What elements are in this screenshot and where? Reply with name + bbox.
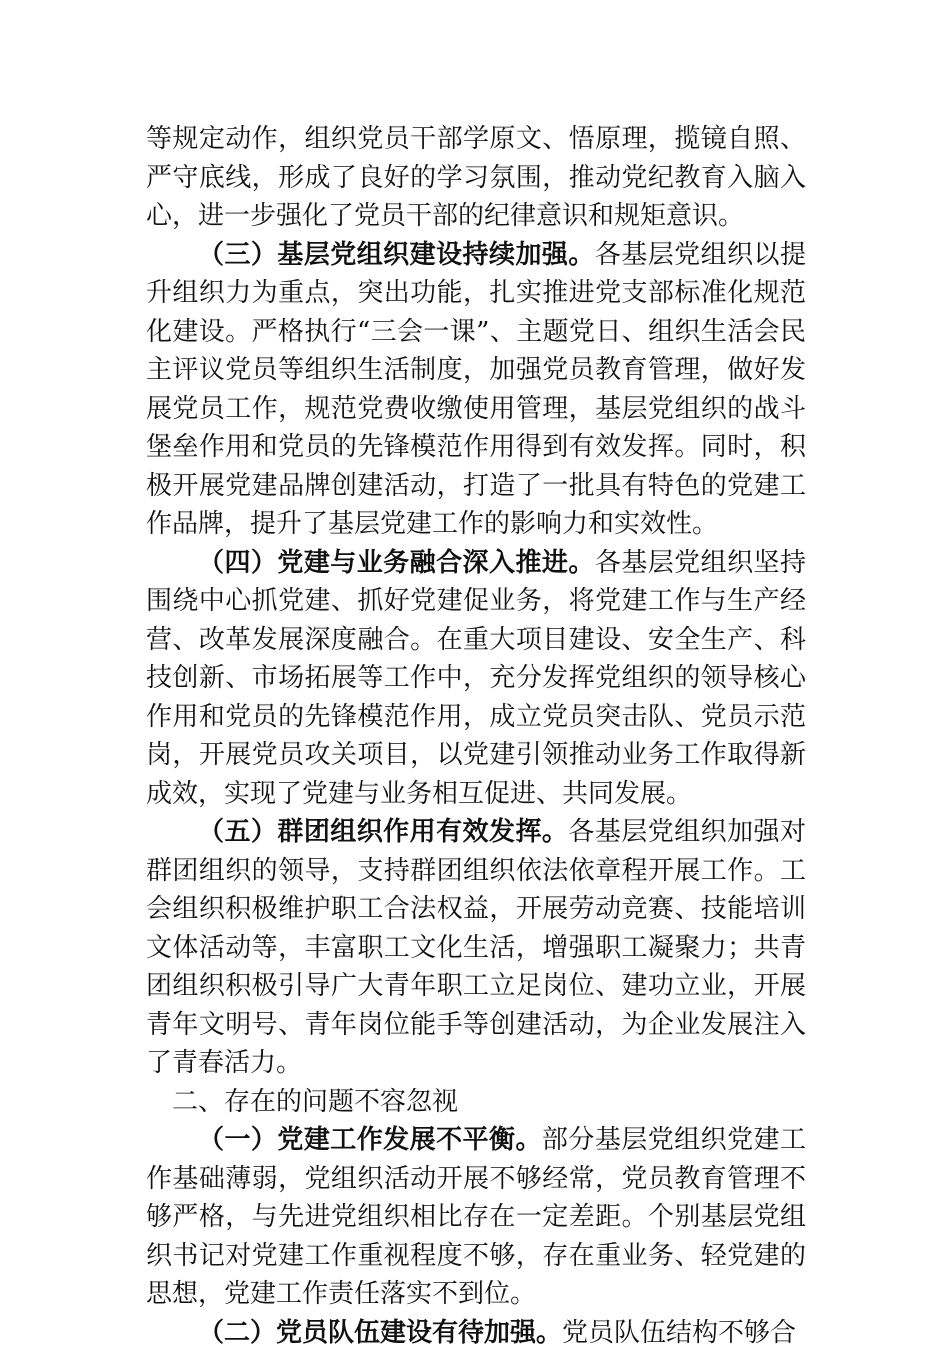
paragraph-unbalanced-development: [146, 1121, 806, 1314]
paragraph-lead: （一）党建工作发展不平衡。: [198, 1125, 542, 1155]
document-body: [146, 120, 806, 1352]
paragraph-text: 等规定动作，组织党员干部学原文、悟原理，揽镜自照、严守底线，形成了良好的学习氛围，推动党纪教育入脑入心，进一步强化了党员干部的纪律意识和规矩意识。: [146, 124, 806, 231]
paragraph-party-business-integration: [146, 544, 806, 814]
paragraph-lead: （四）党建与业务融合深入推进。: [198, 548, 595, 578]
paragraph-continuation: [146, 120, 806, 236]
paragraph-text: 各基层党组织加强对群团组织的领导，支持群团组织依法依章程开展工作。工会组织积极维护职工合法权益，开展劳动竞赛、技能培训文体活动等，丰富职工文化生活，增强职工凝聚力；共青团组织积极引导广大青年职工立足岗位、建功立业，开展青年文明号、青年岗位能手等创建活动，为企业发展注入了青春活力。: [146, 817, 806, 1078]
paragraph-text: 部分基层党组织党建工作基础薄弱，党组织活动开展不够经常，党员教育管理不够严格，与先进党组织相比存在一定差距。个别基层党组织书记对党建工作重视程度不够，存在重业务、轻党建的思想，党建工作责任落实不到位。: [146, 1125, 806, 1309]
paragraph-text: 各基层党组织坚持围绕中心抓党建、抓好党建促业务，将党建工作与生产经营、改革发展深度融合。在重大项目建设、安全生产、科技创新、市场拓展等工作中，充分发挥党组织的领导核心作用和党员的先锋模范作用，成立党员突击队、党员示范岗，开展党员攻关项目，以党建引领推动业务工作取得新成效，实现了党建与业务相互促进、共同发展。: [146, 548, 806, 809]
paragraph-mass-organizations: [146, 813, 806, 1083]
paragraph-member-team-building: [146, 1314, 806, 1352]
paragraph-text: 各基层党组织以提升组织力为重点，突出功能，扎实推进党支部标准化规范化建设。严格执行“三会一课”、主题党日、组织生活会民主评议党员等组织生活制度，加强党员教育管理，做好发展党员工作，规范党费收缴使用管理，基层党组织的战斗堡垒作用和党员的先锋模范作用得到有效发挥。同时，积极开展党建品牌创建活动，打造了一批具有特色的党建工作品牌，提升了基层党建工作的影响力和实效性。: [146, 240, 806, 540]
paragraph-text: 党员队伍结构不够合: [562, 1318, 796, 1348]
paragraph-lead: （三）基层党组织建设持续加强。: [198, 240, 595, 270]
section-heading: 二、存在的问题不容忽视: [146, 1083, 806, 1122]
paragraph-lead: （五）群团组织作用有效发挥。: [198, 817, 568, 847]
paragraph-lead: （二）党员队伍建设有待加强。: [198, 1318, 562, 1348]
paragraph-grassroots-organization: [146, 236, 806, 544]
